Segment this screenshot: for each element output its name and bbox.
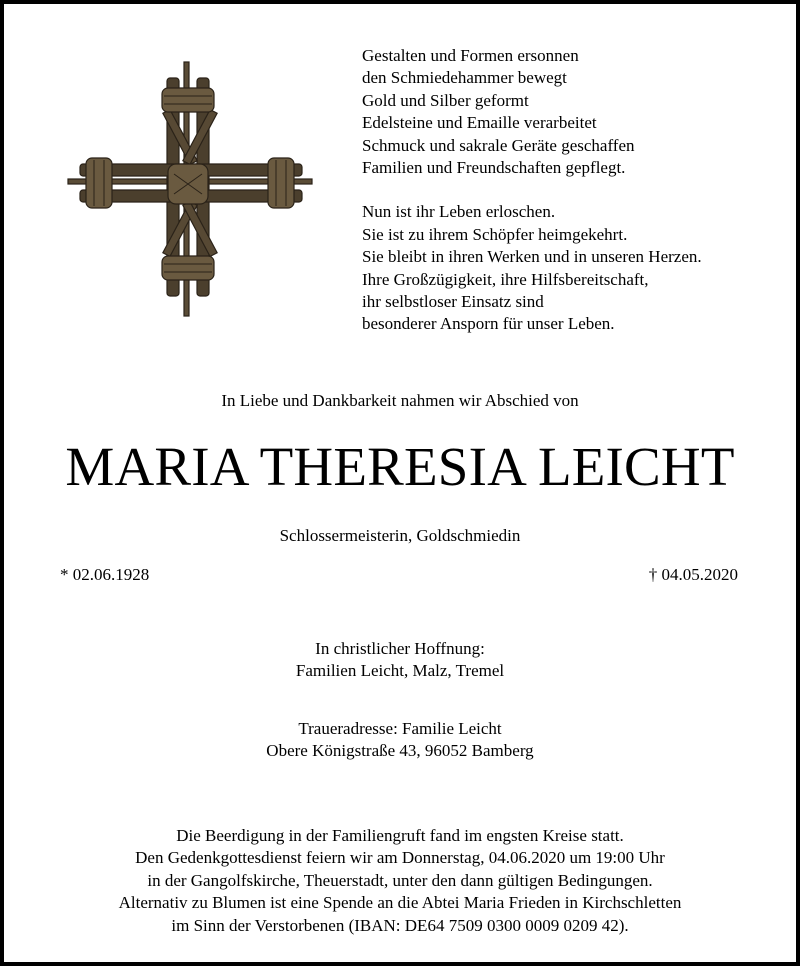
mourners-line: Familien Leicht, Malz, Tremel bbox=[295, 661, 505, 681]
birth-date: * 02.06.1928 bbox=[60, 565, 150, 584]
poem-line: Ihre Großzügigkeit, ihre Hilfsbereitschaft, bbox=[362, 269, 649, 289]
bronze-cross-icon bbox=[64, 60, 316, 318]
poem-line: ihr selbstloser Einsatz sind bbox=[362, 292, 544, 312]
poem-line: besonderer Ansporn für unser Leben. bbox=[362, 314, 615, 334]
funeral-info bbox=[4, 825, 796, 937]
funeral-line: Den Gedenkgottesdienst feiern wir am Donnerstag, 04.06.2020 um 19:00 Uhr bbox=[135, 848, 665, 868]
funeral-line: Alternativ zu Blumen ist eine Spende an die Abtei Maria Frieden in Kirchschletten bbox=[118, 893, 682, 913]
poem-line: Nun ist ihr Leben erloschen. bbox=[362, 202, 556, 222]
funeral-line: in der Gangolfskirche, Theuerstadt, unter den dann gültigen Bedingungen. bbox=[147, 870, 653, 890]
poem-line: Sie bleibt in ihren Werken und in unseren Herzen. bbox=[362, 247, 702, 267]
poem-line: Gold und Silber geformt bbox=[362, 90, 529, 110]
poem-line: Edelsteine und Emaille verarbeitet bbox=[362, 113, 597, 133]
poem bbox=[362, 45, 702, 336]
mourning-address bbox=[4, 718, 796, 763]
funeral-line: Die Beerdigung in der Familiengruft fand im engsten Kreise statt. bbox=[176, 826, 624, 845]
farewell-intro: In Liebe und Dankbarkeit nahmen wir Abschied von bbox=[221, 391, 579, 410]
mourners-line: In christlicher Hoffnung: bbox=[315, 639, 485, 658]
death-date: † 04.05.2020 bbox=[648, 565, 738, 584]
poem-line: den Schmiedehammer bewegt bbox=[362, 68, 567, 88]
address-line: Traueradresse: Familie Leicht bbox=[298, 719, 502, 738]
poem-line: Familien und Freundschaften gepflegt. bbox=[362, 158, 626, 178]
profession: Schlossermeisterin, Goldschmiedin bbox=[279, 526, 521, 545]
stanza-gap bbox=[362, 179, 702, 201]
address-line: Obere Königstraße 43, 96052 Bamberg bbox=[266, 741, 534, 761]
poem-line: Gestalten und Formen ersonnen bbox=[362, 46, 579, 65]
poem-line: Sie ist zu ihrem Schöpfer heimgekehrt. bbox=[362, 224, 628, 244]
poem-line: Schmuck und sakrale Geräte geschaffen bbox=[362, 135, 635, 155]
funeral-line: im Sinn der Verstorbenen (IBAN: DE64 7509 0300 0009 0209 42). bbox=[171, 915, 629, 935]
deceased-name: MARIA THERESIA LEICHT bbox=[65, 436, 735, 497]
mourners bbox=[4, 638, 796, 683]
